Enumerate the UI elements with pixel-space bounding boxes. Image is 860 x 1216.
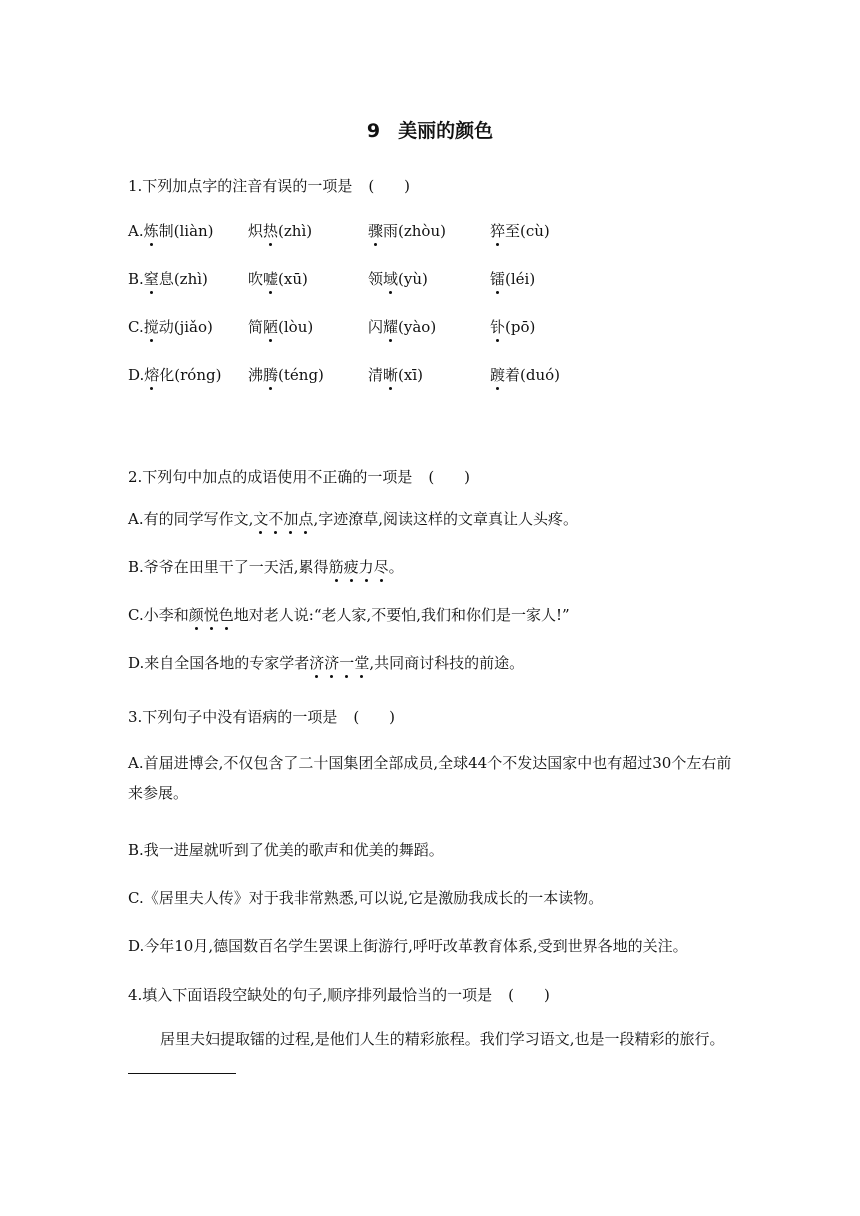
item-text: 闪 <box>368 318 384 336</box>
dotted-idiom <box>329 558 389 576</box>
dotted-char: 筋 <box>328 558 344 576</box>
dotted-char: 尽 <box>373 558 389 576</box>
dotted-char: 搅 <box>143 318 159 336</box>
option-d-item <box>490 364 560 385</box>
item-text: (lòu) <box>278 318 314 336</box>
question-2-stem <box>128 466 470 487</box>
dotted-char: 踱 <box>490 366 506 384</box>
option-c-item <box>128 316 213 337</box>
dotted-char: 晰 <box>383 366 399 384</box>
option-text: ,字迹潦草,阅读这样的文章真让人头疼。 <box>313 510 578 528</box>
dotted-char: 钋 <box>490 318 506 336</box>
item-text: 制(liàn) <box>158 222 214 240</box>
option-text: ,共同商讨科技的前途。 <box>369 654 525 672</box>
item-text: (pō) <box>505 318 536 336</box>
answer-blank[interactable] <box>128 1061 236 1074</box>
item-text: (téng) <box>278 366 324 384</box>
question-2-option-c <box>128 604 570 625</box>
answer-bracket: ( ) <box>508 986 550 1004</box>
option-d-item <box>128 364 221 385</box>
dotted-char: 熔 <box>144 366 160 384</box>
dotted-idiom <box>253 510 313 528</box>
question-4-text: 4.填入下面语段空缺处的句子,顺序排列最恰当的一项是 <box>128 986 493 1004</box>
dotted-char: 济 <box>309 654 325 672</box>
question-3-option-c: C.《居里夫人传》对于我非常熟悉,可以说,它是激励我成长的一本读物。 <box>128 889 604 907</box>
dotted-char: 一 <box>339 654 355 672</box>
item-text: 清 <box>368 366 384 384</box>
lesson-number: 9 <box>366 120 381 142</box>
item-text: 雨(zhòu) <box>383 222 446 240</box>
dotted-char: 加 <box>283 510 299 528</box>
dotted-char: 陋 <box>263 318 279 336</box>
dotted-char: 猝 <box>490 222 506 240</box>
dotted-char: 热 <box>263 222 279 240</box>
answer-bracket: ( ) <box>353 708 396 726</box>
question-3-option-d: D.今年10月,德国数百名学生罢课上街游行,呼吁改革教育体系,受到世界各地的关注。 <box>128 937 688 955</box>
option-a-item <box>490 220 550 241</box>
question-4-stem <box>128 984 550 1005</box>
item-text: (xī) <box>398 366 423 384</box>
option-label: A. <box>128 222 144 240</box>
dotted-char: 堂 <box>354 654 370 672</box>
question-2-option-a <box>128 508 578 529</box>
question-1-stem <box>128 175 410 196</box>
option-c-item <box>490 316 535 337</box>
item-text: 炽 <box>248 222 264 240</box>
question-3-text: 3.下列句子中没有语病的一项是 <box>128 708 338 726</box>
option-a-item <box>248 220 312 241</box>
question-2-text: 2.下列句中加点的成语使用不正确的一项是 <box>128 468 413 486</box>
dotted-char: 炼 <box>143 222 159 240</box>
option-d-item <box>368 364 423 385</box>
dotted-char: 色 <box>218 606 234 624</box>
dotted-idiom <box>189 606 234 624</box>
option-a-item <box>368 220 446 241</box>
item-text: (léi) <box>505 270 536 288</box>
question-4-passage <box>128 1024 740 1084</box>
item-text: 至(cù) <box>505 222 550 240</box>
answer-bracket: ( ) <box>368 177 411 195</box>
dotted-char: 嘘 <box>263 270 279 288</box>
dotted-char: 颜 <box>188 606 204 624</box>
item-text: 化(róng) <box>159 366 222 384</box>
dotted-char: 力 <box>358 558 374 576</box>
option-a-item <box>128 220 214 241</box>
item-text: 沸 <box>248 366 264 384</box>
page-title <box>0 116 860 143</box>
answer-bracket: ( ) <box>428 468 471 486</box>
option-label: C. <box>128 318 144 336</box>
item-text: (yù) <box>398 270 428 288</box>
dotted-char: 耀 <box>383 318 399 336</box>
dotted-char: 济 <box>324 654 340 672</box>
question-2-option-d <box>128 652 524 673</box>
dotted-char: 点 <box>298 510 314 528</box>
option-text: 地对老人说:“老人家,不要怕,我们和你们是一家人!” <box>233 606 570 624</box>
item-text: 简 <box>248 318 264 336</box>
dotted-char: 骤 <box>368 222 384 240</box>
option-text: C.小李和 <box>128 606 189 624</box>
dotted-char: 疲 <box>343 558 359 576</box>
question-2-option-b <box>128 556 404 577</box>
lesson-title: 美丽的颜色 <box>398 120 494 142</box>
option-c-item <box>368 316 436 337</box>
option-b-item <box>128 268 208 289</box>
dotted-char: 窒 <box>143 270 159 288</box>
dotted-char: 腾 <box>263 366 279 384</box>
item-text: (xū) <box>278 270 308 288</box>
dotted-char: 文 <box>253 510 269 528</box>
item-text: 领 <box>368 270 384 288</box>
option-text: D.来自全国各地的专家学者 <box>128 654 310 672</box>
option-b-item <box>368 268 428 289</box>
option-label: B. <box>128 270 144 288</box>
item-text: (yào) <box>398 318 437 336</box>
item-text: (zhì) <box>278 222 313 240</box>
item-text: 息(zhì) <box>158 270 208 288</box>
dotted-char: 镭 <box>490 270 506 288</box>
option-c-item <box>248 316 313 337</box>
item-text: 吹 <box>248 270 264 288</box>
dotted-char: 不 <box>268 510 284 528</box>
option-label: D. <box>128 366 145 384</box>
option-b-item <box>248 268 308 289</box>
dotted-idiom <box>309 654 369 672</box>
question-3-stem <box>128 706 395 727</box>
option-text: B.爷爷在田里干了一天活,累得 <box>128 558 329 576</box>
dotted-char: 域 <box>383 270 399 288</box>
option-text: A.有的同学写作文, <box>128 510 254 528</box>
question-3-option-a: A.首届进博会,不仅包含了二十国集团全部成员,全球44个不发达国家中也有超过30个左右前来参展。 <box>128 754 732 802</box>
option-b-item <box>490 268 535 289</box>
passage-text: 居里夫妇提取镭的过程,是他们人生的精彩旅程。我们学习语文,也是一段精彩的旅行。 <box>160 1030 725 1048</box>
item-text: 动(jiǎo) <box>158 318 213 336</box>
option-d-item <box>248 364 324 385</box>
question-3-option-b: B.我一进屋就听到了优美的歌声和优美的舞蹈。 <box>128 841 444 859</box>
item-text: 着(duó) <box>505 366 561 384</box>
question-1-text: 1.下列加点字的注音有误的一项是 <box>128 177 353 195</box>
option-text: 。 <box>388 558 404 576</box>
dotted-char: 悦 <box>203 606 219 624</box>
